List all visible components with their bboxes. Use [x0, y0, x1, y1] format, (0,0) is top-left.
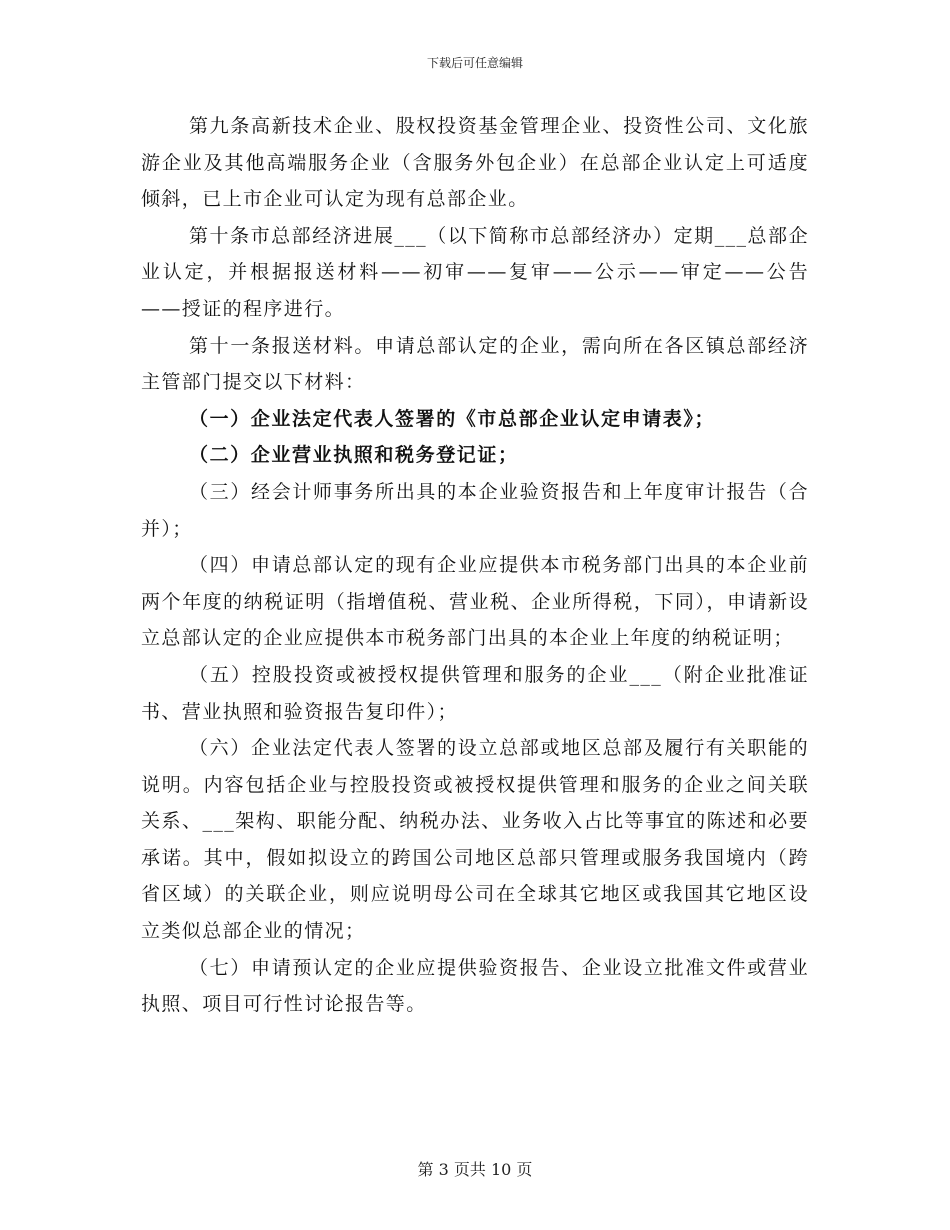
page-number: 第 3 页共 10 页	[417, 1160, 533, 1179]
list-item-4: （四）申请总部认定的现有企业应提供本市税务部门出具的本企业前两个年度的纳税证明（指增值税、营业税、企业所得税，下同），申请新设立总部认定的企业应提供本市税务部门出具的本企业上年度的纳税证明；	[141, 554, 809, 650]
list-item-3: （三）经会计师事务所出具的本企业验资报告和上年度审计报告（合并）；	[141, 480, 809, 540]
list-item-6: （六）企业法定代表人签署的设立总部或地区总部及履行有关职能的说明。内容包括企业与控股投资或被授权提供管理和服务的企业之间关联关系、___架构、职能分配、纳税办法、业务收入占比等事宜的陈述和必要承诺。其中，假如拟设立的跨国公司地区总部只管理或服务我国境内（跨省区域）的关联企业，则应说明母公司在全球其它地区或我国其它地区设立类似总部企业的情况；	[141, 737, 809, 943]
list-item-5: （五）控股投资或被授权提供管理和服务的企业___（附企业批准证书、营业执照和验资报告复印件）；	[141, 663, 809, 723]
page-header-note: 下载后可任意编辑	[426, 56, 523, 70]
list-item-7: （七）申请预认定的企业应提供验资报告、企业设立批准文件或营业执照、项目可行性讨论报告等。	[141, 956, 809, 1016]
paragraph-article-11: 第十一条报送材料。申请总部认定的企业，需向所在各区镇总部经济主管部门提交以下材料：	[141, 334, 809, 394]
list-item-1: （一）企业法定代表人签署的《市总部企业认定申请表》；	[189, 407, 716, 430]
paragraph-article-9: 第九条高新技术企业、股权投资基金管理企业、投资性公司、文化旅游企业及其他高端服务企业（含服务外包企业）在总部企业认定上可适度倾斜，已上市企业可认定为现有总部企业。	[141, 115, 809, 211]
list-item-2: （二）企业营业执照和税务登记证；	[189, 444, 519, 467]
document-body	[141, 108, 809, 1023]
paragraph-article-10: 第十条市总部经济进展___（以下简称市总部经济办）定期___总部企业认定，并根据报送材料——初审——复审——公示——审定——公告——授证的程序进行。	[141, 224, 809, 320]
